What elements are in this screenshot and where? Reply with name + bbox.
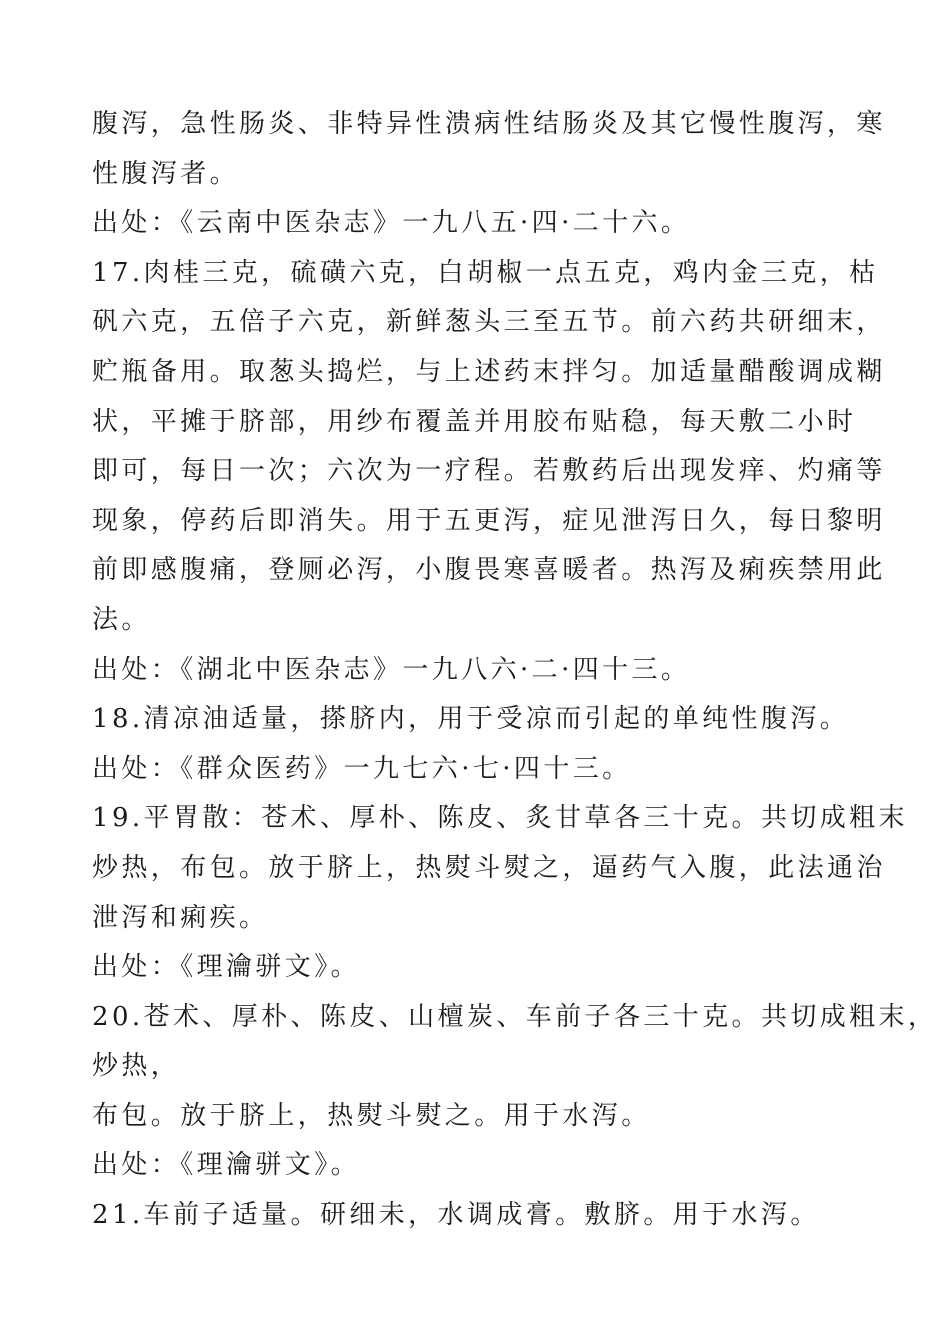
remedy-19-line: 19.平胃散：苍术、厚朴、陈皮、炙甘草各三十克。共切成粗末 (92, 803, 908, 834)
text-line: 即可，每日一次；六次为一疗程。若敷药后出现发痒、灼痛等 (92, 456, 886, 487)
text-line: 法。 (92, 604, 151, 635)
source-citation: 出处：《云南中医杂志》一九八五·四·二十六。 (92, 208, 691, 239)
remedy-18-line: 18.清凉油适量，搽脐内，用于受凉而引起的单纯性腹泻。 (92, 704, 850, 735)
text-line: 性腹泻者。 (92, 158, 240, 189)
source-citation: 出处：《湖北中医杂志》一九八六·二·四十三。 (92, 654, 691, 685)
text-line: 腹泻，急性肠炎、非特异性溃病性结肠炎及其它慢性腹泻，寒 (92, 109, 886, 139)
text-line: 布包。放于脐上，热熨斗熨之。用于水泻。 (92, 1100, 651, 1131)
remedy-20-line: 20.苍术、厚朴、陈皮、山檀炭、车前子各三十克。共切成粗末， (92, 1001, 938, 1032)
source-citation: 出处：《群众医药》一九七六·七·四十三。 (92, 753, 632, 784)
text-line: 矾六克，五倍子六克，新鲜葱头三至五节。前六药共研细末， (92, 307, 886, 338)
text-line: 炒热， (92, 1051, 181, 1082)
source-citation: 出处：《理瀹骈文》。 (92, 1150, 361, 1181)
text-line: 贮瓶备用。取葱头捣烂，与上述药末拌匀。加适量醋酸调成糊 (92, 356, 886, 387)
text-line: 炒热，布包。放于脐上，热熨斗熨之，逼药气入腹，此法通治 (92, 852, 886, 883)
text-line: 前即感腹痛，登厕必泻，小腹畏寒喜暖者。热泻及痢疾禁用此 (92, 555, 886, 586)
source-citation: 出处：《理瀹骈文》。 (92, 952, 361, 983)
text-line: 状，平摊于脐部，用纱布覆盖并用胶布贴稳，每天敷二小时 (92, 406, 857, 437)
remedy-17-line: 17.肉桂三克，硫磺六克，白胡椒一点五克，鸡内金三克，枯 (92, 257, 879, 288)
document-page (92, 100, 938, 1241)
text-line: 泄泻和痢疾。 (92, 902, 269, 933)
text-line: 现象，停药后即消失。用于五更泻，症见泄泻日久，每日黎明 (92, 505, 886, 536)
remedy-21-line: 21.车前子适量。研细未，水调成膏。敷脐。用于水泻。 (92, 1200, 820, 1231)
